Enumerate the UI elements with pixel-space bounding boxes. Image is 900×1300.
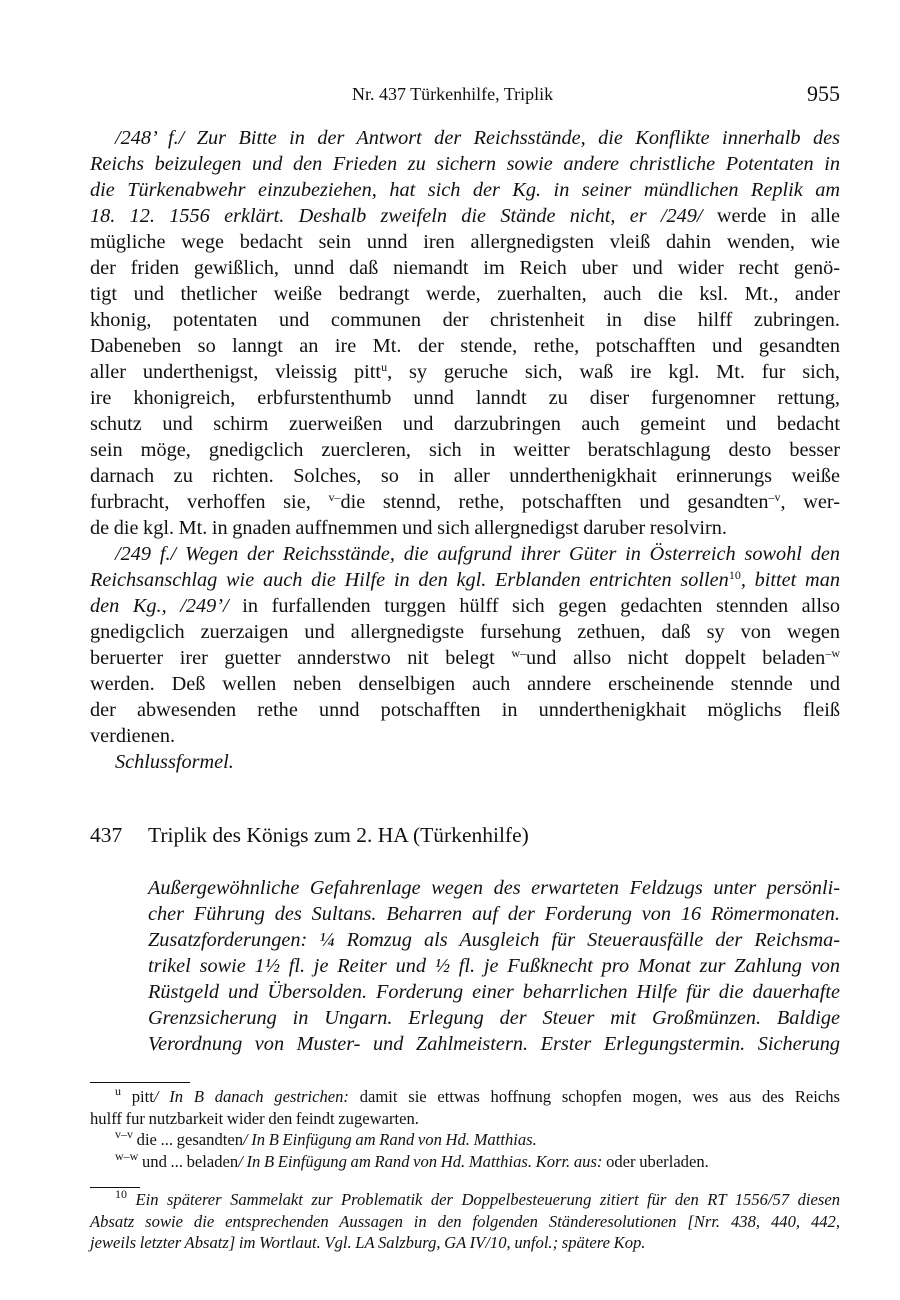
text-run: der friden gewißlich, unnd daß niemandt im Reich uber und wider recht genö- <box>90 257 840 279</box>
text-run: oder uberladen. <box>602 1151 709 1171</box>
text-run: , bittet man <box>740 569 840 591</box>
text-run: und allso nicht doppelt beladen <box>526 647 826 669</box>
text-run: , wer- <box>780 491 840 513</box>
text-run: Verordnung von Muster- und Zahlmeistern. Erster Erlegungstermin. Sicherung <box>148 1033 840 1055</box>
text-line <box>148 1005 840 1031</box>
text-line <box>90 515 840 541</box>
text-run: beruerter irer guetter annderstwo nit belegt <box>90 647 512 669</box>
text-line <box>90 567 840 593</box>
text-run: jeweils letzter Absatz] im Wortlaut. Vgl. LA Salzburg, GA IV/10, unfol.; spätere Kop. <box>90 1233 646 1253</box>
text-run: darnach zu richten. Solches, so in aller unnderthenigkhait erinnerungs weiße <box>90 465 840 487</box>
text-run: hulff fur nutzbarkeit wider den feindt zugewarten. <box>90 1108 419 1128</box>
text-run: Absatz sowie die entsprechenden Aussagen in den folgenden Ständeresolutionen [Nrr. 438, 440, 442, <box>90 1211 840 1231</box>
footnote-marker: –w <box>825 646 840 660</box>
text-run: damit sie ettwas hoffnung schopfen mogen, wes aus des Reichs <box>348 1087 840 1106</box>
footnote-marker: u <box>381 360 388 374</box>
page-number: 955 <box>807 81 840 106</box>
text-line <box>148 979 840 1005</box>
text-run: de die kgl. Mt. in gnaden auffnemmen und sich allergnedigst daruber resolvirn. <box>90 517 727 539</box>
paragraph-reply <box>90 125 840 541</box>
text-run: ire khonigreich, erbfurstenthumb unnd lanndt zu diser furgenomner rettung, <box>90 387 840 409</box>
text-critical-footnotes <box>90 1086 840 1172</box>
footnote-marker: 10 <box>115 1187 127 1201</box>
text-line <box>90 385 840 411</box>
text-line <box>90 749 840 775</box>
text-run: pitt <box>121 1087 154 1106</box>
text-run: Dabeneben so lanngt an ire Mt. der stende, rethe, potschafften und gesandten <box>90 335 840 357</box>
text-run: Zusatzforderungen: ¼ Romzug als Ausgleich für Steuerausfälle der Reichsma- <box>148 929 840 951</box>
text-run: in furfallenden turggen hülff sich gegen gedachten stennden allso <box>228 595 840 617</box>
text-line <box>90 203 840 229</box>
text-run: , sy geruche sich, waß ire kgl. Mt. fur sich, <box>387 361 840 383</box>
text-run: sein möge, gnedigclich zuercleren, sich in weitter beratschlagung desto besser <box>90 439 840 461</box>
text-run: / In B Einfügung am Rand von Hd. Matthias. Korr. aus: <box>238 1151 603 1171</box>
document-heading <box>90 820 529 850</box>
text-line <box>90 229 840 255</box>
text-run: khonig, potentaten und communen der christenheit in dise hilff zubringen. <box>90 309 840 331</box>
text-line <box>90 1108 840 1130</box>
text-line <box>148 875 840 901</box>
text-run: mügliche wege bedacht sein unnd iren allergnedigsten vleiß dahin wenden, wie <box>90 231 840 253</box>
text-run: der abwesenden rethe unnd potschafften in unnderthenigkhait möglichs fleiß <box>90 699 840 721</box>
text-line <box>90 281 840 307</box>
text-line <box>90 1086 840 1108</box>
text-line <box>90 541 840 567</box>
closing-formula <box>90 749 840 775</box>
text-run: Ein späterer Sammelakt zur Problematik der Doppelbesteuerung zitiert für den RT 1556/57 diesen <box>127 1190 840 1209</box>
text-line <box>90 723 840 749</box>
text-run: verdienen. <box>90 725 176 747</box>
commentary-footnotes <box>90 1189 840 1254</box>
text-line <box>90 593 840 619</box>
text-line <box>90 1189 840 1211</box>
text-run: Reichsanschlag wie auch die Hilfe in den kgl. Erblanden entrichten sollen <box>90 569 729 591</box>
text-line <box>90 333 840 359</box>
text-run: /248’ f./ Zur Bitte in der Antwort der Reichsstände, die Konflikte innerhalb des <box>115 127 840 149</box>
paragraph-double-taxation <box>90 541 840 749</box>
text-line <box>90 307 840 333</box>
document-number: 437 <box>90 823 123 847</box>
text-line <box>90 645 840 671</box>
text-line <box>90 177 840 203</box>
text-run: furbracht, verhoffen sie, <box>90 491 329 513</box>
text-line <box>148 901 840 927</box>
footnote-marker: 10 <box>728 568 741 582</box>
text-run: die stennd, rethe, potschafften und gesandten <box>340 491 769 513</box>
text-run: cher Führung des Sultans. Beharren auf der Forderung von 16 Römermonaten. <box>148 903 840 925</box>
text-run: 18. 12. 1556 erklärt. Deshalb zweifeln die Stände nicht, er /249/ <box>90 205 703 227</box>
text-run: / In B danach gestrichen: <box>153 1087 349 1106</box>
text-line <box>90 151 840 177</box>
footnote-marker: w– <box>511 646 526 660</box>
text-run: Reichs beizulegen und den Frieden zu sichern sowie andere christliche Potentaten in <box>90 153 840 175</box>
summary-regest <box>148 875 840 1057</box>
text-line <box>148 1031 840 1057</box>
running-header <box>90 80 840 108</box>
text-run: Schlussformel. <box>115 751 234 773</box>
text-run: gnedigclich zuerzaigen und allergnedigste fursehung zethuen, daß sy von wegen <box>90 621 840 643</box>
text-line <box>90 125 840 151</box>
text-line <box>90 1211 840 1233</box>
footnote-marker: v–v <box>115 1127 133 1142</box>
footnote-marker: u <box>115 1084 121 1098</box>
text-line <box>90 463 840 489</box>
text-line <box>90 255 840 281</box>
footnote-divider <box>90 1082 190 1083</box>
text-line <box>90 1129 840 1151</box>
text-run: den Kg., /249’/ <box>90 595 229 617</box>
text-run: Außergewöhnliche Gefahrenlage wegen des erwarteten Feldzugs unter persönli- <box>148 877 840 899</box>
text-line <box>90 697 840 723</box>
text-run: die ... gesandten <box>133 1130 244 1150</box>
text-run: werde in alle <box>702 205 840 227</box>
text-run: Rüstgeld und Übersolden. Forderung einer beharrlichen Hilfe für die dauerhafte <box>148 981 840 1003</box>
text-line <box>90 359 840 385</box>
text-run: Grenzsicherung in Ungarn. Erlegung der Steuer mit Großmünzen. Baldige <box>148 1007 840 1029</box>
text-run: /249 f./ Wegen der Reichsstände, die aufgrund ihrer Güter in Österreich sowohl den <box>115 543 840 565</box>
running-title: Nr. 437 Türkenhilfe, Triplik <box>352 84 554 104</box>
text-run: schutz und schirm zuerweißen und darzubringen auch gemeint und bedacht <box>90 413 840 435</box>
footnote-marker: –v <box>768 490 781 504</box>
text-line <box>90 1232 840 1254</box>
text-run: die Türkenabwehr einzubeziehen, hat sich der Kg. in seiner mündlichen Replik am <box>90 179 840 201</box>
footnote-marker: w–w <box>115 1148 139 1163</box>
text-line <box>148 927 840 953</box>
text-line <box>90 671 840 697</box>
text-line <box>90 619 840 645</box>
text-run: tigt und thetlicher weiße bedrangt werde, zuerhalten, auch die ksl. Mt., ander <box>90 283 840 305</box>
text-run: aller underthenigst, vleissig pitt <box>90 361 382 383</box>
footnote-marker: v– <box>328 490 341 504</box>
text-run: werden. Deß wellen neben denselbigen auch anndere erscheinende stennde und <box>90 673 840 695</box>
text-line <box>90 411 840 437</box>
text-line <box>90 489 840 515</box>
text-line <box>90 437 840 463</box>
text-run: trikel sowie 1½ fl. je Reiter und ½ fl. je Fußknecht pro Monat zur Zahlung von <box>148 955 840 977</box>
document-title: Triplik des Königs zum 2. HA (Türkenhilfe) <box>148 823 529 847</box>
text-run: / In B Einfügung am Rand von Hd. Matthias. <box>243 1130 537 1150</box>
text-line <box>90 1148 840 1173</box>
text-line <box>148 953 840 979</box>
text-run: und ... beladen <box>138 1151 239 1171</box>
